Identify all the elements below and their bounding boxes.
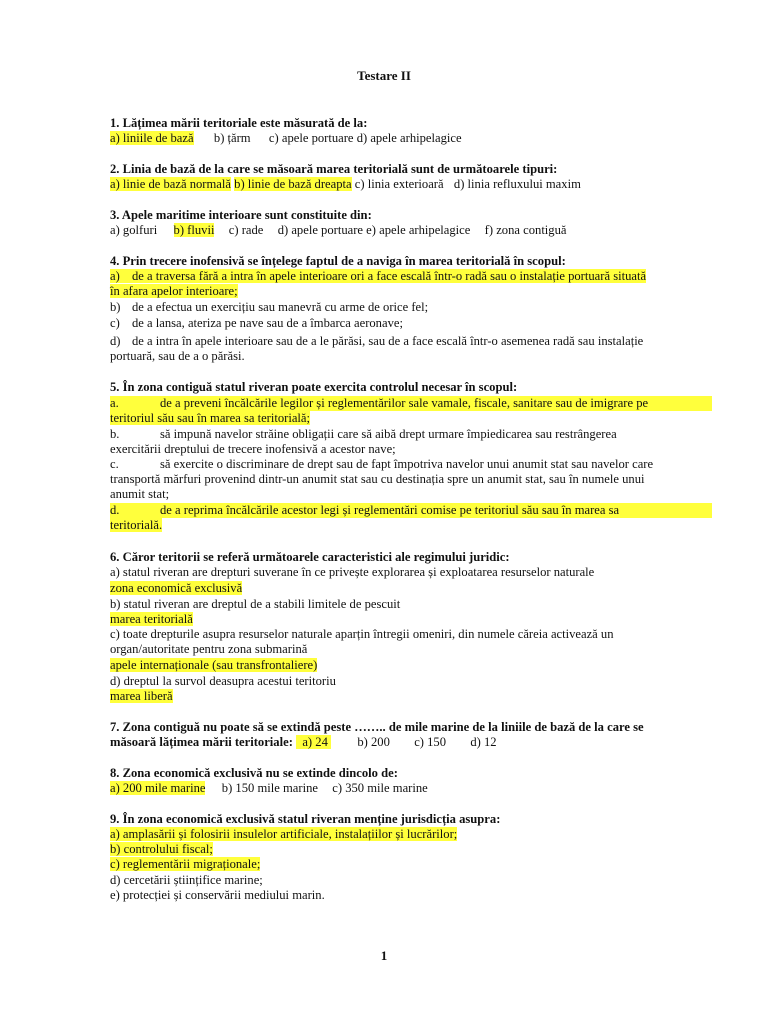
q2-option-a-correct: a) linie de bază normală (110, 177, 231, 191)
q4-option-a-line-1 (110, 269, 646, 284)
q4-option-c-label: c) (110, 316, 120, 330)
q4-option-b-label: b) (110, 300, 121, 314)
q9-option-a-correct: a) amplasării și folosirii insulelor artificiale, instalațiilor și lucrărilor; (110, 827, 458, 841)
q7-option-b: b) 200 (357, 735, 390, 749)
q4-option-c-text: de a lansa, ateriza pe nave sau de a îmbarca aeronave; (132, 316, 403, 330)
q5-option-d-line-1 (110, 503, 712, 518)
q4-option-d-line-1 (110, 334, 643, 349)
q6-answer-a: zona economică exclusivă (110, 581, 243, 595)
q9-option-c-correct: c) reglementării migraționale; (110, 857, 261, 871)
q6-item-b-answer (110, 612, 193, 627)
q2-option-b-correct: b) linie de bază dreapta (234, 177, 352, 191)
q5-option-c-text: să exercite o discriminare de drept sau de fapt împotriva navelor unui anumit stat sau navelor care (160, 457, 654, 471)
q6-answer-c: apele internaționale (sau transfrontaliere) (110, 658, 318, 672)
q9-option-e: e) protecției și conservării mediului marin. (110, 888, 325, 902)
q8-option-c: c) 350 mile marine (332, 781, 428, 795)
q5-option-c-line-3: anumit stat; (110, 487, 170, 501)
q6-answer-d: marea liberă (110, 689, 173, 703)
question-7-line-2 (110, 735, 497, 750)
q9-option-c (110, 857, 260, 872)
q5-option-d-text-cont: teritorială. (110, 518, 163, 532)
question-8-options (110, 781, 428, 796)
q5-option-c-line-1 (110, 457, 653, 472)
question-1-options (110, 131, 462, 146)
question-9: 9. În zona economică exclusivă statul riveran menține jurisdicția asupra: (110, 812, 501, 826)
question-2-options (110, 177, 581, 192)
q5-option-b-line-1 (110, 427, 617, 442)
q6-item-a-answer (110, 581, 242, 596)
q5-option-a-text-cont: teritoriul său sau în marea sa teritorială; (110, 411, 311, 425)
q3-option-b-correct: b) fluvii (173, 223, 215, 237)
q4-option-d-label: d) (110, 334, 121, 348)
q5-option-d-label: d. (110, 503, 120, 517)
q6-item-c-answer (110, 658, 317, 673)
q3-option-d: d) apele portuare (277, 223, 364, 237)
q1-option-b: b) țărm (213, 131, 251, 145)
q9-option-d: d) cercetării științifice marine; (110, 873, 263, 887)
q4-option-a-line-2 (110, 284, 238, 299)
q9-option-b-correct: b) controlului fiscal; (110, 842, 213, 856)
q4-option-d-text: de a intra în apele interioare sau de a le părăsi, sau de a face escală într-o asemenea radă sau instalație (132, 334, 644, 348)
q2-option-d: d) linia refluxului maxim (453, 177, 581, 191)
q7-option-c: c) 150 (414, 735, 447, 749)
q1-option-c: c) apele portuare (268, 131, 354, 145)
q6-item-a: a) statul riveran are drepturi suverane în ce privește explorarea și exploatarea resurselor naturale (110, 565, 595, 579)
q5-option-b-line-2: exercitării dreptului de trecere inofensivă a acestor nave; (110, 442, 396, 456)
q5-option-c-label: c. (110, 457, 119, 471)
question-3: 3. Apele maritime interioare sunt constituite din: (110, 208, 372, 222)
q9-option-b (110, 842, 213, 857)
q4-option-a-text: de a traversa fără a intra în apele interioare ori a face escală într-o radă sau o instalație portuară situată (132, 269, 647, 283)
q6-item-c-line-1: c) toate drepturile asupra resurselor naturale aparțin întregii omeniri, din numele căreia activează un (110, 627, 614, 641)
q5-option-d-text: de a reprima încălcările acestor legi și reglementări comise pe teritoriul său sau în marea sa (160, 503, 620, 517)
question-7-text-cont: măsoară lățimea mării teritoriale: (110, 735, 293, 749)
q5-option-c-line-2: transportă mărfuri provenind dintr-un anumit stat sau cu destinația spre un anumit stat, sau în numele unui (110, 472, 645, 486)
q4-option-a-text-cont: în afara apelor interioare; (110, 284, 238, 298)
q5-option-b-text: să impună navelor străine obligații care să aibă drept urmare împiedicarea sau restrângerea (160, 427, 617, 441)
q5-option-a-line-1 (110, 396, 712, 411)
q5-option-a-text: de a preveni încălcările legilor și reglementărilor sale vamale, fiscale, sanitare sau de imigrare pe (160, 396, 649, 410)
q5-option-d-line-2 (110, 518, 162, 533)
q6-item-b: b) statul riveran are dreptul de a stabili limitele de pescuit (110, 597, 401, 611)
question-1: 1. Lățimea mării teritoriale este măsurată de la: (110, 116, 368, 130)
q3-option-e: e) apele arhipelagice (366, 223, 471, 237)
q6-item-d-answer (110, 689, 173, 704)
question-7-line-1: 7. Zona contiguă nu poate să se extindă peste …….. de mile marine de la liniile de bază de la care se (110, 720, 644, 734)
q8-option-b: b) 150 mile marine (221, 781, 318, 795)
q4-option-b-text: de a efectua un exercițiu sau manevră cu arme de orice fel; (132, 300, 429, 314)
q4-option-a-label: a) (110, 269, 120, 283)
q8-option-a-correct: a) 200 mile marine (110, 781, 206, 795)
q5-option-a-label: a. (110, 396, 119, 410)
q5-option-a-line-2 (110, 411, 310, 426)
q3-option-c: c) rade (228, 223, 264, 237)
question-4: 4. Prin trecere inofensivă se înțelege faptul de a naviga în marea teritorială în scopul: (110, 254, 566, 268)
q3-option-f: f) zona contiguă (484, 223, 567, 237)
question-5: 5. În zona contiguă statul riveran poate exercita controlul necesar în scopul: (110, 380, 518, 394)
q6-item-c-line-2: organ/autoritate pentru zona submarină (110, 642, 308, 656)
q9-option-a (110, 827, 457, 842)
q7-option-a-correct: a) 24 (296, 735, 331, 749)
q4-option-d-line-2: portuară, sau de a o părăsi. (110, 349, 245, 363)
q6-item-d: d) dreptul la survol deasupra acestui teritoriu (110, 674, 336, 688)
question-2: 2. Linia de bază de la care se măsoară marea teritorială sunt de următoarele tipuri: (110, 162, 558, 176)
q6-answer-b: marea teritorială (110, 612, 193, 626)
q2-option-c: c) linia exterioară (354, 177, 444, 191)
q3-option-a: a) golfuri (110, 223, 158, 237)
q7-option-d: d) 12 (470, 735, 497, 749)
question-8: 8. Zona economică exclusivă nu se extinde dincolo de: (110, 766, 398, 780)
question-6: 6. Căror teritorii se referă următoarele caracteristici ale regimului juridic: (110, 550, 510, 564)
q4-option-b (110, 300, 428, 315)
q1-option-a-correct: a) liniile de bază (110, 131, 194, 145)
page-number: 1 (380, 948, 388, 963)
document-title: Testare II (357, 68, 411, 83)
q5-option-b-label: b. (110, 427, 120, 441)
question-3-options (110, 223, 567, 238)
q4-option-c (110, 316, 403, 331)
q1-option-d: d) apele arhipelagice (356, 131, 462, 145)
